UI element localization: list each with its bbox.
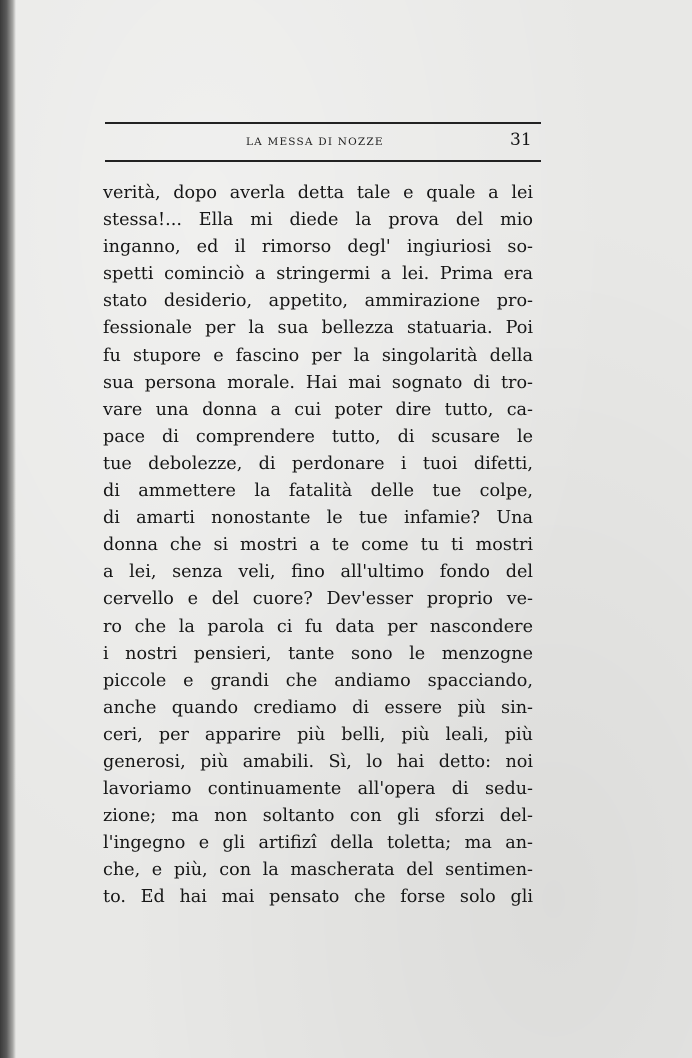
text-line: donna che si mostri a te come tu ti mostri xyxy=(103,535,533,556)
text-line: vare una donna a cui poter dire tutto, ca- xyxy=(103,399,533,420)
text-line: tue debolezze, di perdonare i tuoi difetti, xyxy=(103,453,533,474)
text-line: lavoriamo continuamente all'opera di sedu- xyxy=(103,779,533,800)
text-line: di ammettere la fatalità delle tue colpe, xyxy=(103,481,533,502)
text-line: fu stupore e fascino per la singolarità della xyxy=(103,345,533,366)
text-line: inganno, ed il rimorso degl' ingiuriosi so- xyxy=(103,237,533,258)
text-line: spetti cominciò a stringermi a lei. Prima era xyxy=(103,264,533,285)
text-line: to. Ed hai mai pensato che forse solo gli xyxy=(103,887,533,908)
text-line: ceri, per apparire più belli, più leali, più xyxy=(103,724,533,745)
text-line: stessa!... Ella mi diede la prova del mio xyxy=(103,210,533,231)
text-line: anche quando crediamo di essere più sin- xyxy=(103,697,533,718)
page-spine-shadow xyxy=(0,0,16,1058)
page-number: 31 xyxy=(510,130,532,150)
text-line: generosi, più amabili. Sì, lo hai detto: noi xyxy=(103,751,533,772)
text-line: cervello e del cuore? Dev'esser proprio ve- xyxy=(103,589,533,610)
text-line: pace di comprendere tutto, di scusare le xyxy=(103,426,533,447)
text-line: stato desiderio, appetito, ammirazione pro- xyxy=(103,291,533,312)
text-line: a lei, senza veli, fino all'ultimo fondo del xyxy=(103,562,533,583)
text-line: di amarti nonostante le tue infamie? Una xyxy=(103,508,533,529)
header-rule-top xyxy=(105,122,541,124)
text-line: ro che la parola ci fu data per nascondere xyxy=(103,616,533,637)
running-title: LA MESSA DI NOZZE xyxy=(246,136,384,148)
text-line: l'ingegno e gli artifizî della toletta; ma an- xyxy=(103,833,533,854)
text-line: verità, dopo averla detta tale e quale a lei xyxy=(103,183,533,203)
text-line: piccole e grandi che andiamo spacciando, xyxy=(103,670,533,691)
header-rule-bottom xyxy=(105,160,541,162)
text-line: i nostri pensieri, tante sono le menzogne xyxy=(103,643,533,664)
text-line: che, e più, con la mascherata del sentimen- xyxy=(103,860,533,881)
body-text xyxy=(103,180,543,912)
text-line: fessionale per la sua bellezza statuaria. Poi xyxy=(103,318,533,339)
text-line: sua persona morale. Hai mai sognato di tro- xyxy=(103,372,533,393)
text-line: zione; ma non soltanto con gli sforzi del- xyxy=(103,806,533,827)
